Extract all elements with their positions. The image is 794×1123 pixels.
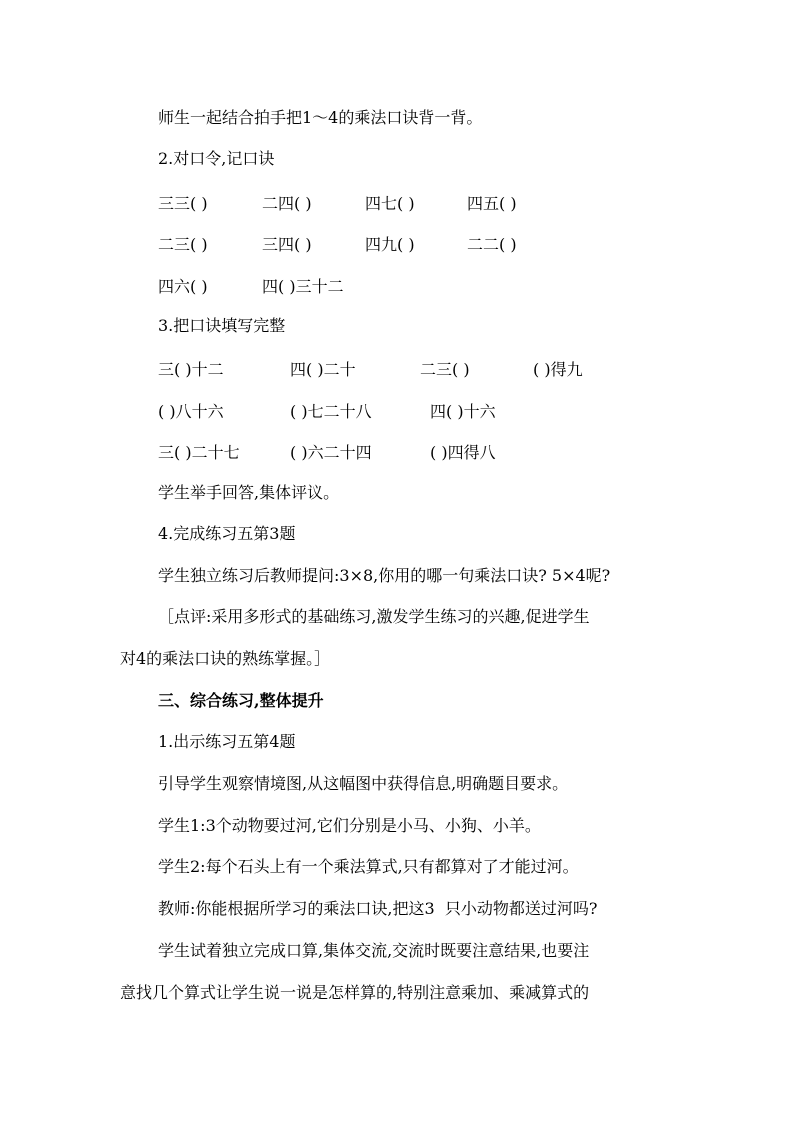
paragraph-observe: 引导学生观察情境图,从这幅图中获得信息,明确题目要求。 bbox=[158, 774, 569, 793]
paragraph-teacher-question: 学生独立练习后教师提问:3×8,你用的哪一句乘法口诀? 5×4呢? bbox=[158, 566, 611, 585]
heading-drill-2: 3.把口诀填写完整 bbox=[158, 316, 286, 335]
drill-item: 四( )三十二 bbox=[262, 277, 344, 296]
drill-item: 三三( ) bbox=[158, 194, 208, 213]
drill-item: 二四( ) bbox=[262, 194, 312, 213]
drill-item: 三( )二十七 bbox=[158, 443, 240, 462]
drill-item: ( )四得八 bbox=[430, 443, 496, 462]
drill-item: 二三( ) bbox=[420, 360, 470, 379]
drill-item: 四( )二十 bbox=[290, 360, 356, 379]
drill-item: 四五( ) bbox=[467, 194, 517, 213]
paragraph-student-2: 学生2:每个石头上有一个乘法算式,只有都算对了才能过河。 bbox=[158, 857, 579, 876]
drill-item: ( )六二十四 bbox=[290, 443, 372, 462]
drill-item: ( )八十六 bbox=[158, 402, 224, 421]
drill-item: 四九( ) bbox=[365, 235, 415, 254]
drill-item: 二二( ) bbox=[467, 235, 517, 254]
drill-item: 四七( ) bbox=[365, 194, 415, 213]
paragraph-practice-line-1: 学生试着独立完成口算,集体交流,交流时既要注意结果,也要注 bbox=[158, 941, 590, 960]
drill-item: ( )七二十八 bbox=[290, 402, 372, 421]
drill-item: 二三( ) bbox=[158, 235, 208, 254]
heading-drill-1: 2.对口令,记口诀 bbox=[158, 149, 275, 168]
section-heading-3: 三、综合练习,整体提升 bbox=[158, 691, 324, 710]
paragraph-recite: 师生一起结合拍手把1～4的乘法口诀背一背。 bbox=[158, 108, 483, 127]
comment-line-2: 对4的乘法口诀的熟练掌握。］ bbox=[120, 649, 331, 668]
drill-item: 四六( ) bbox=[158, 277, 208, 296]
paragraph-students-answer: 学生举手回答,集体评议。 bbox=[158, 483, 340, 502]
drill-item: 四( )十六 bbox=[430, 402, 496, 421]
heading-exercise-3: 4.完成练习五第3题 bbox=[158, 524, 296, 543]
paragraph-teacher: 教师:你能根据所学习的乘法口诀,把这3 只小动物都送过河吗? bbox=[158, 899, 598, 918]
paragraph-practice-line-2: 意找几个算式让学生说一说是怎样算的,特别注意乘加、乘减算式的 bbox=[120, 983, 590, 1002]
comment-line-1: ［点评:采用多形式的基础练习,激发学生练习的兴趣,促进学生 bbox=[158, 607, 590, 626]
paragraph-student-1: 学生1:3个动物要过河,它们分别是小马、小狗、小羊。 bbox=[158, 816, 541, 835]
heading-exercise-4: 1.出示练习五第4题 bbox=[158, 732, 296, 751]
drill-item: 三( )十二 bbox=[158, 360, 224, 379]
drill-item: 三四( ) bbox=[262, 235, 312, 254]
drill-item: ( )得九 bbox=[533, 360, 583, 379]
